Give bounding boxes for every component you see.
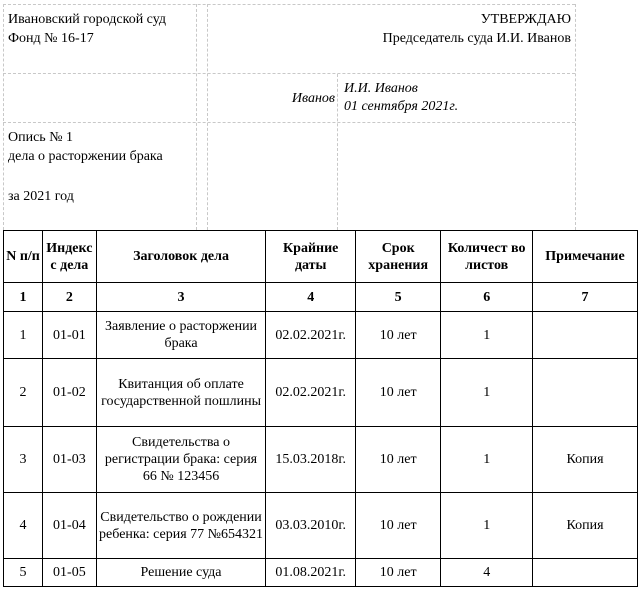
- sheet-count: 1: [441, 493, 533, 559]
- header-row: [4, 231, 638, 283]
- column-number: 5: [355, 283, 440, 312]
- case-dates: 15.03.2018г.: [266, 427, 356, 493]
- storage-term: 10 лет: [355, 312, 440, 359]
- row-number: 2: [4, 359, 43, 427]
- case-index: 01-05: [43, 559, 97, 587]
- column-number: 7: [532, 283, 637, 312]
- table-row: [4, 427, 638, 493]
- grid-line: [3, 73, 575, 74]
- case-title: Свидетельство о рождении ребенка: серия 77 №654321: [96, 493, 266, 559]
- row-number: 1: [4, 312, 43, 359]
- court-name: Ивановский городской суд: [8, 12, 166, 27]
- column-header: Примечание: [532, 231, 637, 283]
- row-number: 5: [4, 559, 43, 587]
- table-row: [4, 493, 638, 559]
- case-dates: 01.08.2021г.: [266, 559, 356, 587]
- column-header: Срок хранения: [355, 231, 440, 283]
- sheet-count: 1: [441, 427, 533, 493]
- sheet-count: 4: [441, 559, 533, 587]
- approved-name: И.И. Иванов: [344, 81, 418, 96]
- inventory-table: [3, 230, 638, 587]
- table-row: [4, 312, 638, 359]
- sheet-count: 1: [441, 359, 533, 427]
- column-number: 6: [441, 283, 533, 312]
- column-header: N п/п: [4, 231, 43, 283]
- storage-term: 10 лет: [355, 427, 440, 493]
- column-header: Количест во листов: [441, 231, 533, 283]
- case-title: Заявление о расторжении брака: [96, 312, 266, 359]
- column-header: Заголовок дела: [96, 231, 266, 283]
- case-index: 01-03: [43, 427, 97, 493]
- signature: Иванов: [291, 91, 335, 106]
- case-dates: 02.02.2021г.: [266, 312, 356, 359]
- column-number: 4: [266, 283, 356, 312]
- inventory-title: Опись № 1: [8, 130, 74, 145]
- fund-number: Фонд № 16-17: [8, 31, 94, 46]
- case-note: [532, 359, 637, 427]
- inventory-subject: дела о расторжении брака: [8, 149, 163, 164]
- sheet-count: 1: [441, 312, 533, 359]
- row-number: 3: [4, 427, 43, 493]
- case-note: [532, 559, 637, 587]
- grid-line: [3, 122, 575, 123]
- case-dates: 02.02.2021г.: [266, 359, 356, 427]
- case-note: Копия: [532, 493, 637, 559]
- column-header: Крайние даты: [266, 231, 356, 283]
- storage-term: 10 лет: [355, 493, 440, 559]
- column-number: 1: [4, 283, 43, 312]
- approver-name: Председатель суда И.И. Иванов: [382, 31, 571, 46]
- case-dates: 03.03.2010г.: [266, 493, 356, 559]
- grid-line: [337, 74, 338, 230]
- case-title: Квитанция об оплате государственной пошлины: [96, 359, 266, 427]
- table-row: [4, 559, 638, 587]
- column-header: Индекс с дела: [43, 231, 97, 283]
- case-index: 01-04: [43, 493, 97, 559]
- grid-line: [575, 4, 576, 230]
- approve-title: УТВЕРЖДАЮ: [480, 12, 571, 27]
- case-note: Копия: [532, 427, 637, 493]
- case-index: 01-01: [43, 312, 97, 359]
- grid-line: [3, 4, 4, 230]
- column-number-row: [4, 283, 638, 312]
- column-number: 3: [96, 283, 266, 312]
- case-title: Свидетельства о регистрации брака: серия 66 № 123456: [96, 427, 266, 493]
- case-note: [532, 312, 637, 359]
- case-index: 01-02: [43, 359, 97, 427]
- grid-line: [196, 4, 197, 230]
- case-title: Решение суда: [96, 559, 266, 587]
- storage-term: 10 лет: [355, 359, 440, 427]
- column-number: 2: [43, 283, 97, 312]
- grid-line: [207, 4, 208, 230]
- grid-line: [3, 4, 575, 5]
- row-number: 4: [4, 493, 43, 559]
- approved-date: 01 сентября 2021г.: [344, 99, 459, 114]
- inventory-year: за 2021 год: [8, 189, 74, 204]
- table-row: [4, 359, 638, 427]
- storage-term: 10 лет: [355, 559, 440, 587]
